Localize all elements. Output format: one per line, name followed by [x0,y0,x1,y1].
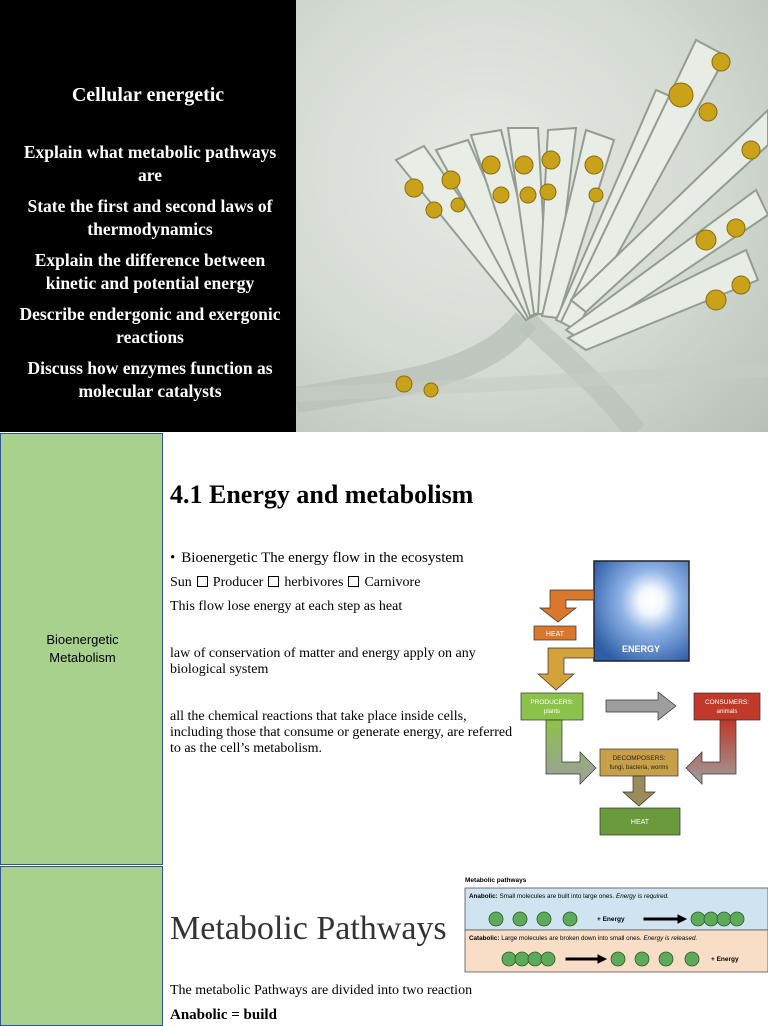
missing-glyph-icon [197,576,208,587]
flow-step: Sun [170,575,192,590]
slide-cellular-energetic [0,0,768,432]
learning-objectives [14,141,286,411]
flow-step: Producer [212,575,264,590]
energy-flow-chain [170,575,420,591]
anabolic-em: Energy is required. [616,893,669,900]
conservation-law-text: law of conservation of matter and energy apply on any biological system [170,646,476,677]
producers-sub: plants [543,709,561,715]
diatom-illustration [296,0,768,432]
heat-loss-text: This flow lose energy at each step as heat [170,599,403,614]
slide-title: Cellular energetic [71,84,225,106]
diatom-micrograph [296,0,768,432]
catabolic-em: Energy is released. [643,935,698,942]
pathways-diagram-title: Metabolic pathways [465,877,527,884]
producers-label: PRODUCERS: [530,699,574,706]
bullet-point [170,550,464,566]
heat-arrow-bottom [623,776,655,806]
bullet-symbol: • [170,550,176,566]
anabolic-caption [469,893,669,900]
transfer-arrow [606,692,676,720]
objective-item: Describe endergonic and exergonic reactions [19,304,281,347]
missing-glyph-icon [268,576,279,587]
consumers-sub: animals [716,709,738,715]
decomposers-sub: fungi, bacteria, worms [609,765,669,771]
decomposers-label: DECOMPOSERS: [612,755,666,762]
metabolism-definition: all the chemical reactions that take place inside cells, including those that consume or generate energy, are referred to as the cell’s metabolism. [170,709,513,756]
ecosystem-energy-diagram [520,560,768,836]
objective-item: Explain what metabolic pathways are [23,142,277,185]
energy-label: ENERGY [621,644,661,654]
catabolic-label: Catabolic: [469,935,500,942]
anabolic-energy-label: + Energy [597,916,625,923]
producers-to-decomposers-arrow [546,720,596,784]
flow-step: herbivores [284,575,344,590]
slide-heading: 4.1 Energy and metabolism [170,480,474,509]
energy-arrow-down [538,648,594,690]
consumers-label: CONSUMERS: [704,699,750,706]
title-panel [0,0,296,432]
sidebar-label: Bioenergetic Metabolism [46,632,119,665]
heat-label-top: HEAT [545,631,565,638]
anabolic-text: Small molecules are built into large ones. [499,893,615,900]
objective-item: State the first and second laws of thermodynamics [27,196,273,239]
anabolic-label: Anabolic: [469,893,498,900]
bullet-text: Bioenergetic The energy flow in the ecosystem [181,550,464,566]
consumers-to-decomposers-arrow [686,720,736,784]
heat-label-bottom: HEAT [630,819,650,826]
slide-sidebar [0,433,163,865]
slide-sidebar [0,866,163,1026]
heat-arrow-top [540,590,594,622]
producers-box [521,693,583,720]
missing-glyph-icon [348,576,359,587]
pathways-intro: The metabolic Pathways are divided into two reaction [170,983,473,998]
consumers-box [694,693,760,720]
objective-item: Discuss how enzymes function as molecular catalysts [27,358,273,401]
flow-step: Carnivore [364,575,421,590]
decomposers-box [600,749,678,776]
anabolic-definition: Anabolic = build [170,1007,277,1023]
slide-heading: Metabolic Pathways [170,910,447,947]
catabolic-text: Large molecules are broken down into small ones. [501,935,642,942]
metabolic-pathways-diagram [464,874,768,974]
catabolic-energy-label: + Energy [711,956,739,963]
objective-item: Explain the difference between kinetic and potential energy [34,250,266,293]
catabolic-caption [469,935,697,942]
